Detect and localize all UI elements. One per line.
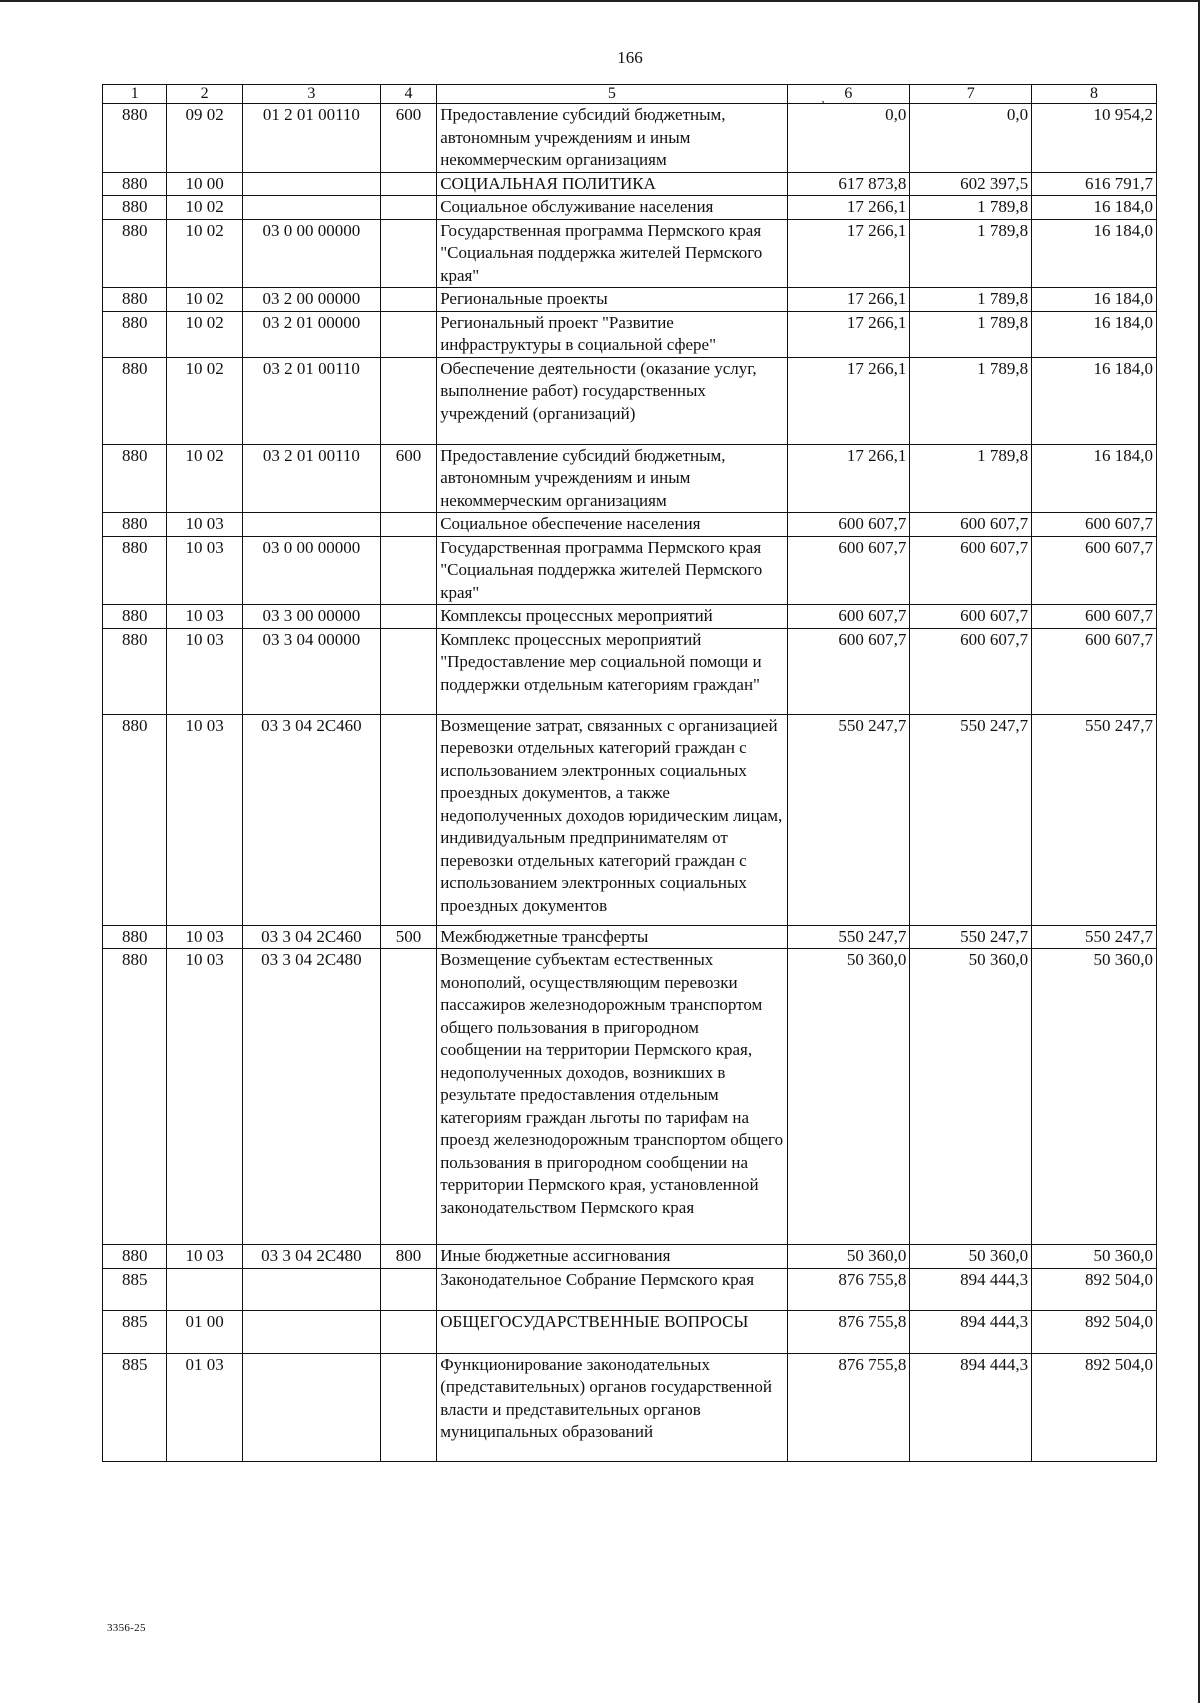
- value-col7-cell: 1 789,8: [910, 444, 1032, 513]
- value-col6-cell: 600 607,7: [787, 513, 910, 537]
- expense-type-cell: [380, 1310, 436, 1353]
- value-col8-cell: 16 184,0: [1032, 357, 1157, 444]
- target-article-cell: 03 2 01 00110: [242, 357, 380, 444]
- value-col7-cell: 1 789,8: [910, 288, 1032, 312]
- section-cell: 09 02: [167, 104, 243, 173]
- section-cell: 10 03: [167, 513, 243, 537]
- section-cell: 10 03: [167, 925, 243, 949]
- target-article-cell: 03 3 00 00000: [242, 605, 380, 629]
- value-col7-cell: 50 360,0: [910, 1245, 1032, 1269]
- value-col8-cell: 600 607,7: [1032, 628, 1157, 714]
- value-col6-cell: 17 266,1: [787, 219, 910, 288]
- name-cell: Комплексы процессных мероприятий: [437, 605, 787, 629]
- expense-type-cell: [380, 949, 436, 1245]
- table-row: [103, 1268, 1157, 1310]
- value-col8-cell: 50 360,0: [1032, 1245, 1157, 1269]
- value-col6-cell: 876 755,8: [787, 1353, 910, 1461]
- target-article-cell: 03 3 04 00000: [242, 628, 380, 714]
- code-cell: 880: [103, 196, 167, 220]
- value-col8-cell: 16 184,0: [1032, 311, 1157, 357]
- target-article-cell: [242, 513, 380, 537]
- expense-type-cell: 600: [380, 444, 436, 513]
- table-row: [103, 172, 1157, 196]
- table-row: [103, 357, 1157, 444]
- table-row: [103, 1245, 1157, 1269]
- value-col6-cell: 550 247,7: [787, 714, 910, 925]
- value-col8-cell: 892 504,0: [1032, 1353, 1157, 1461]
- value-col6-cell: 17 266,1: [787, 311, 910, 357]
- value-col8-cell: 550 247,7: [1032, 925, 1157, 949]
- target-article-cell: [242, 196, 380, 220]
- name-cell: Государственная программа Пермского края "Социальная поддержка жителей Пермского края": [437, 219, 787, 288]
- section-cell: 10 03: [167, 949, 243, 1245]
- page-number: 166: [617, 48, 643, 67]
- expense-type-cell: [380, 172, 436, 196]
- section-cell: 10 02: [167, 288, 243, 312]
- column-header: 8: [1032, 85, 1157, 104]
- name-cell: Возмещение субъектам естественных монополий, осуществляющим перевозки пассажиров железнодорожным транспортом общего пользования в пригородном сообщении на территории Пермского края, недополученных доходов, возникших в результате предоставления отдельным категориям граждан льготы по тарифам на проезд железнодорожным транспортом общего пользования в пригородном сообщении на территории Пермского края, установленной законодательством Пермского края: [437, 949, 787, 1245]
- code-cell: 880: [103, 536, 167, 605]
- target-article-cell: [242, 1353, 380, 1461]
- value-col7-cell: 600 607,7: [910, 536, 1032, 605]
- code-cell: 880: [103, 444, 167, 513]
- target-article-cell: [242, 172, 380, 196]
- name-cell: Межбюджетные трансферты: [437, 925, 787, 949]
- table-row: [103, 1353, 1157, 1461]
- value-col8-cell: 10 954,2: [1032, 104, 1157, 173]
- target-article-cell: 03 2 00 00000: [242, 288, 380, 312]
- section-cell: 10 02: [167, 357, 243, 444]
- name-cell: Законодательное Собрание Пермского края: [437, 1268, 787, 1310]
- value-col6-cell: 600 607,7: [787, 628, 910, 714]
- scan-border-top: [0, 0, 1200, 2]
- table-row: [103, 536, 1157, 605]
- value-col7-cell: 1 789,8: [910, 357, 1032, 444]
- target-article-cell: 01 2 01 00110: [242, 104, 380, 173]
- table-row: [103, 628, 1157, 714]
- name-cell: Социальное обслуживание населения: [437, 196, 787, 220]
- section-cell: [167, 1268, 243, 1310]
- code-cell: 880: [103, 925, 167, 949]
- name-cell: Предоставление субсидий бюджетным, автономным учреждениям и иным некоммерческим организациям: [437, 104, 787, 173]
- column-header: 2: [167, 85, 243, 104]
- expense-type-cell: [380, 714, 436, 925]
- target-article-cell: [242, 1310, 380, 1353]
- table-row: [103, 196, 1157, 220]
- code-cell: 880: [103, 605, 167, 629]
- code-cell: 885: [103, 1268, 167, 1310]
- name-cell: ОБЩЕГОСУДАРСТВЕННЫЕ ВОПРОСЫ: [437, 1310, 787, 1353]
- code-cell: 880: [103, 104, 167, 173]
- table-row: [103, 714, 1157, 925]
- table-body: [103, 104, 1157, 1462]
- section-cell: 10 03: [167, 605, 243, 629]
- name-cell: Социальное обеспечение населения: [437, 513, 787, 537]
- table-row: [103, 949, 1157, 1245]
- name-cell: Региональные проекты: [437, 288, 787, 312]
- target-article-cell: 03 2 01 00110: [242, 444, 380, 513]
- column-header: 5: [437, 85, 787, 104]
- code-cell: 880: [103, 1245, 167, 1269]
- document-code: 3356-25: [107, 1622, 146, 1634]
- name-cell: Возмещение затрат, связанных с организацией перевозки отдельных категорий граждан с использованием электронных социальных проездных документов, а также недополученных доходов юридическим лицам, индивидуальным предпринимателям от перевозки отдельных категорий граждан с использованием электронных социальных проездных документов: [437, 714, 787, 925]
- name-cell: Предоставление субсидий бюджетным, автономным учреждениям и иным некоммерческим организациям: [437, 444, 787, 513]
- value-col7-cell: 600 607,7: [910, 513, 1032, 537]
- table-row: [103, 925, 1157, 949]
- value-col8-cell: 600 607,7: [1032, 536, 1157, 605]
- value-col7-cell: 894 444,3: [910, 1310, 1032, 1353]
- table-row: [103, 104, 1157, 173]
- value-col7-cell: 894 444,3: [910, 1268, 1032, 1310]
- code-cell: 880: [103, 357, 167, 444]
- code-cell: 885: [103, 1353, 167, 1461]
- value-col6-cell: 17 266,1: [787, 357, 910, 444]
- value-col6-cell: 617 873,8: [787, 172, 910, 196]
- scan-mark: ,: [821, 91, 825, 105]
- section-cell: 01 03: [167, 1353, 243, 1461]
- value-col6-cell: 17 266,1: [787, 444, 910, 513]
- code-cell: 880: [103, 513, 167, 537]
- value-col8-cell: 600 607,7: [1032, 605, 1157, 629]
- code-cell: 880: [103, 172, 167, 196]
- value-col7-cell: 1 789,8: [910, 219, 1032, 288]
- value-col8-cell: 16 184,0: [1032, 196, 1157, 220]
- section-cell: 10 03: [167, 628, 243, 714]
- code-cell: 880: [103, 288, 167, 312]
- code-cell: 880: [103, 714, 167, 925]
- section-cell: 10 03: [167, 1245, 243, 1269]
- value-col8-cell: 16 184,0: [1032, 288, 1157, 312]
- expense-type-cell: [380, 628, 436, 714]
- code-cell: 880: [103, 949, 167, 1245]
- code-cell: 880: [103, 219, 167, 288]
- table-row: [103, 219, 1157, 288]
- target-article-cell: 03 3 04 2С460: [242, 714, 380, 925]
- target-article-cell: 03 3 04 2С480: [242, 949, 380, 1245]
- value-col6-cell: 17 266,1: [787, 196, 910, 220]
- value-col6-cell: 50 360,0: [787, 949, 910, 1245]
- name-cell: Комплекс процессных мероприятий "Предоставление мер социальной помощи и поддержки отдельным категориям граждан": [437, 628, 787, 714]
- name-cell: СОЦИАЛЬНАЯ ПОЛИТИКА: [437, 172, 787, 196]
- value-col6-cell: 17 266,1: [787, 288, 910, 312]
- value-col8-cell: 50 360,0: [1032, 949, 1157, 1245]
- code-cell: 880: [103, 311, 167, 357]
- value-col6-cell: 600 607,7: [787, 605, 910, 629]
- target-article-cell: [242, 1268, 380, 1310]
- value-col8-cell: 550 247,7: [1032, 714, 1157, 925]
- value-col8-cell: 16 184,0: [1032, 219, 1157, 288]
- expense-type-cell: [380, 357, 436, 444]
- value-col6-cell: 550 247,7: [787, 925, 910, 949]
- column-header: 3: [242, 85, 380, 104]
- expense-type-cell: [380, 1353, 436, 1461]
- section-cell: 01 00: [167, 1310, 243, 1353]
- value-col8-cell: 892 504,0: [1032, 1310, 1157, 1353]
- name-cell: Региональный проект "Развитие инфраструктуры в социальной сфере": [437, 311, 787, 357]
- value-col8-cell: 892 504,0: [1032, 1268, 1157, 1310]
- code-cell: 880: [103, 628, 167, 714]
- value-col7-cell: 0,0: [910, 104, 1032, 173]
- name-cell: Обеспечение деятельности (оказание услуг, выполнение работ) государственных учреждений (организаций): [437, 357, 787, 444]
- expense-type-cell: 800: [380, 1245, 436, 1269]
- table-row: [103, 288, 1157, 312]
- section-cell: 10 00: [167, 172, 243, 196]
- value-col6-cell: 0,0: [787, 104, 910, 173]
- column-header: 4: [380, 85, 436, 104]
- column-header: [787, 85, 910, 104]
- value-col8-cell: 616 791,7: [1032, 172, 1157, 196]
- table-row: [103, 605, 1157, 629]
- section-cell: 10 02: [167, 311, 243, 357]
- expense-type-cell: [380, 536, 436, 605]
- table-row: [103, 513, 1157, 537]
- expense-type-cell: [380, 311, 436, 357]
- value-col7-cell: 550 247,7: [910, 714, 1032, 925]
- name-cell: Функционирование законодательных (представительных) органов государственной власти и представительных органов муниципальных образований: [437, 1353, 787, 1461]
- column-header: 1: [103, 85, 167, 104]
- expense-type-cell: [380, 196, 436, 220]
- table-row: [103, 1310, 1157, 1353]
- value-col7-cell: 550 247,7: [910, 925, 1032, 949]
- value-col6-cell: 600 607,7: [787, 536, 910, 605]
- expense-type-cell: [380, 605, 436, 629]
- expense-type-cell: [380, 1268, 436, 1310]
- column-header: 7: [910, 85, 1032, 104]
- value-col6-cell: 50 360,0: [787, 1245, 910, 1269]
- code-cell: 885: [103, 1310, 167, 1353]
- section-cell: 10 03: [167, 714, 243, 925]
- value-col6-cell: 876 755,8: [787, 1310, 910, 1353]
- value-col7-cell: 600 607,7: [910, 605, 1032, 629]
- table-header-row: [103, 85, 1157, 104]
- value-col7-cell: 1 789,8: [910, 196, 1032, 220]
- budget-table: [102, 84, 1157, 1462]
- expense-type-cell: [380, 288, 436, 312]
- expense-type-cell: 500: [380, 925, 436, 949]
- value-col8-cell: 600 607,7: [1032, 513, 1157, 537]
- value-col7-cell: 600 607,7: [910, 628, 1032, 714]
- section-cell: 10 02: [167, 219, 243, 288]
- value-col7-cell: 1 789,8: [910, 311, 1032, 357]
- section-cell: 10 02: [167, 444, 243, 513]
- column-header-label: 6: [844, 85, 853, 102]
- target-article-cell: 03 2 01 00000: [242, 311, 380, 357]
- target-article-cell: 03 3 04 2С460: [242, 925, 380, 949]
- expense-type-cell: 600: [380, 104, 436, 173]
- table-row: [103, 444, 1157, 513]
- value-col8-cell: 16 184,0: [1032, 444, 1157, 513]
- expense-type-cell: [380, 219, 436, 288]
- target-article-cell: 03 3 04 2С480: [242, 1245, 380, 1269]
- section-cell: 10 02: [167, 196, 243, 220]
- name-cell: Иные бюджетные ассигнования: [437, 1245, 787, 1269]
- target-article-cell: 03 0 00 00000: [242, 219, 380, 288]
- target-article-cell: 03 0 00 00000: [242, 536, 380, 605]
- value-col6-cell: 876 755,8: [787, 1268, 910, 1310]
- value-col7-cell: 894 444,3: [910, 1353, 1032, 1461]
- value-col7-cell: 50 360,0: [910, 949, 1032, 1245]
- name-cell: Государственная программа Пермского края "Социальная поддержка жителей Пермского края": [437, 536, 787, 605]
- table-row: [103, 311, 1157, 357]
- value-col7-cell: 602 397,5: [910, 172, 1032, 196]
- expense-type-cell: [380, 513, 436, 537]
- section-cell: 10 03: [167, 536, 243, 605]
